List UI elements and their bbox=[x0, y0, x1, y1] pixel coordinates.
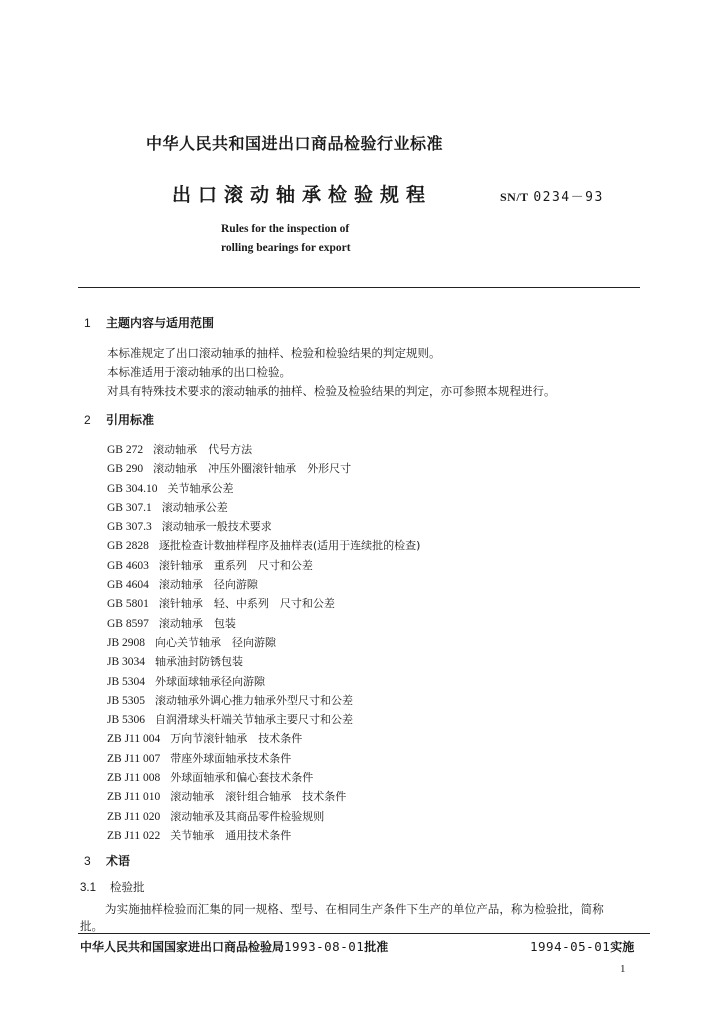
reference-code: ZB J11 004 bbox=[107, 733, 161, 746]
page-number: 1 bbox=[620, 963, 626, 975]
footer-divider bbox=[78, 933, 650, 934]
reference-code: JB 5306 bbox=[107, 714, 146, 727]
reference-item bbox=[107, 691, 420, 710]
reference-code: ZB J11 007 bbox=[107, 752, 161, 765]
reference-title: 逐批检查计数抽样程序及抽样表(适用于连续批的检查) bbox=[158, 539, 421, 553]
reference-item bbox=[107, 826, 420, 845]
subsection-3-1-heading bbox=[80, 879, 145, 895]
header-divider bbox=[78, 287, 640, 288]
reference-code: ZB J11 022 bbox=[107, 829, 161, 842]
reference-item bbox=[107, 710, 420, 729]
section-title: 引用标准 bbox=[106, 413, 155, 427]
section-title: 主题内容与适用范围 bbox=[106, 316, 215, 330]
standard-code-number: 0234－93 bbox=[533, 190, 604, 205]
reference-code: GB 2828 bbox=[107, 540, 149, 553]
reference-code: JB 5304 bbox=[107, 675, 146, 688]
reference-item bbox=[107, 768, 420, 787]
reference-item bbox=[107, 749, 420, 768]
title-en-line-2: rolling bearings for export bbox=[221, 242, 351, 254]
reference-title: 滚动轴承 滚针组合轴承 技术条件 bbox=[170, 790, 347, 804]
reference-code: JB 2908 bbox=[107, 636, 146, 649]
document-title-zh: 出口滚动轴承检验规程 bbox=[172, 184, 433, 206]
section-number: 3 bbox=[84, 854, 91, 868]
reference-item bbox=[107, 556, 420, 575]
reference-code: ZB J11 020 bbox=[107, 810, 161, 823]
section-1-heading bbox=[84, 314, 214, 331]
reference-code: GB 272 bbox=[107, 444, 144, 456]
document-title-en bbox=[221, 220, 351, 258]
reference-code: GB 304.10 bbox=[107, 482, 158, 495]
reference-item bbox=[107, 633, 420, 652]
reference-title: 滚动轴承 包装 bbox=[158, 616, 236, 630]
reference-list bbox=[107, 440, 420, 845]
reference-code: ZB J11 008 bbox=[107, 772, 161, 785]
reference-item bbox=[107, 594, 420, 613]
effective-date: 1994-05-01 bbox=[530, 939, 611, 954]
standard-code-prefix: SN/T bbox=[500, 190, 529, 204]
reference-code: JB 5305 bbox=[107, 694, 146, 707]
reference-item bbox=[107, 614, 420, 633]
reference-item bbox=[107, 575, 420, 594]
reference-code: GB 307.3 bbox=[107, 521, 152, 534]
section-3-heading bbox=[84, 852, 130, 869]
title-en-line-1: Rules for the inspection of bbox=[221, 223, 350, 235]
paragraph: 对具有特殊技术要求的滚动轴承的抽样、检验及检验结果的判定，亦可参照本规程进行。 bbox=[107, 384, 556, 398]
section-title: 术语 bbox=[106, 854, 131, 868]
reference-code: GB 307.1 bbox=[107, 501, 152, 514]
reference-item bbox=[107, 440, 420, 459]
reference-title: 自润滑球头杆端关节轴承主要尺寸和公差 bbox=[155, 713, 354, 727]
subsection-title: 检验批 bbox=[110, 880, 145, 894]
section-number: 1 bbox=[84, 316, 91, 330]
reference-title: 滚针轴承 轻、中系列 尺寸和公差 bbox=[158, 597, 335, 611]
reference-title: 滚动轴承 冲压外圈滚针轴承 外形尺寸 bbox=[153, 462, 352, 476]
effective-label: 实施 bbox=[610, 940, 635, 954]
reference-title: 滚动轴承外调心推力轴承外型尺寸和公差 bbox=[155, 693, 354, 707]
section-number: 2 bbox=[84, 413, 91, 427]
paragraph: 本标准规定了出口滚动轴承的抽样、检验和检验结果的判定规则。 bbox=[107, 346, 441, 360]
reference-item bbox=[107, 652, 420, 671]
paragraph: 本标准适用于滚动轴承的出口检验。 bbox=[107, 365, 291, 379]
reference-title: 滚动轴承 径向游隙 bbox=[158, 578, 258, 592]
reference-code: GB 8597 bbox=[107, 617, 149, 630]
definition-text-continued: 批。 bbox=[80, 919, 103, 933]
reference-code: GB 4603 bbox=[107, 559, 149, 572]
reference-title: 滚动轴承一般技术要求 bbox=[161, 520, 272, 534]
reference-item bbox=[107, 807, 420, 826]
reference-item bbox=[107, 517, 420, 536]
approval-label: 批准 bbox=[364, 940, 389, 954]
reference-code: GB 5801 bbox=[107, 598, 149, 611]
approval-date: 1993-08-01 bbox=[284, 939, 365, 954]
reference-item bbox=[107, 459, 420, 478]
reference-title: 带座外球面轴承技术条件 bbox=[170, 751, 292, 765]
reference-item bbox=[107, 479, 420, 498]
reference-item bbox=[107, 536, 420, 555]
reference-item bbox=[107, 787, 420, 806]
reference-code: JB 3034 bbox=[107, 656, 146, 669]
section-2-heading bbox=[84, 411, 154, 428]
reference-title: 外球面球轴承径向游隙 bbox=[155, 674, 266, 688]
reference-title: 滚动轴承及其商品零件检验规则 bbox=[170, 809, 325, 823]
reference-title: 向心关节轴承 径向游隙 bbox=[155, 635, 277, 649]
reference-title: 外球面轴承和偏心套技术条件 bbox=[170, 771, 314, 785]
reference-code: ZB J11 010 bbox=[107, 791, 161, 804]
reference-item bbox=[107, 672, 420, 691]
standard-code bbox=[500, 186, 604, 205]
reference-title: 轴承油封防锈包装 bbox=[155, 655, 244, 669]
reference-title: 滚动轴承 代号方法 bbox=[153, 443, 253, 456]
issuing-organization: 中华人民共和国进出口商品检验行业标准 bbox=[146, 134, 444, 153]
reference-code: GB 290 bbox=[107, 463, 144, 476]
issuer: 中华人民共和国国家进出口商品检验局 bbox=[80, 940, 285, 954]
reference-title: 万向节滚针轴承 技术条件 bbox=[170, 732, 303, 746]
approval-line bbox=[80, 938, 388, 955]
definition-text: 为实施抽样检验而汇集的同一规格、型号、在相同生产条件下生产的单位产品，称为检验批，简称 bbox=[105, 902, 604, 916]
reference-title: 关节轴承 通用技术条件 bbox=[170, 828, 292, 842]
effective-line bbox=[530, 938, 634, 955]
reference-code: GB 4604 bbox=[107, 579, 149, 592]
reference-item bbox=[107, 729, 420, 748]
reference-title: 滚针轴承 重系列 尺寸和公差 bbox=[158, 558, 313, 572]
subsection-number: 3.1 bbox=[80, 882, 96, 894]
reference-item bbox=[107, 498, 420, 517]
reference-title: 滚动轴承公差 bbox=[161, 500, 228, 514]
reference-title: 关节轴承公差 bbox=[167, 481, 234, 495]
